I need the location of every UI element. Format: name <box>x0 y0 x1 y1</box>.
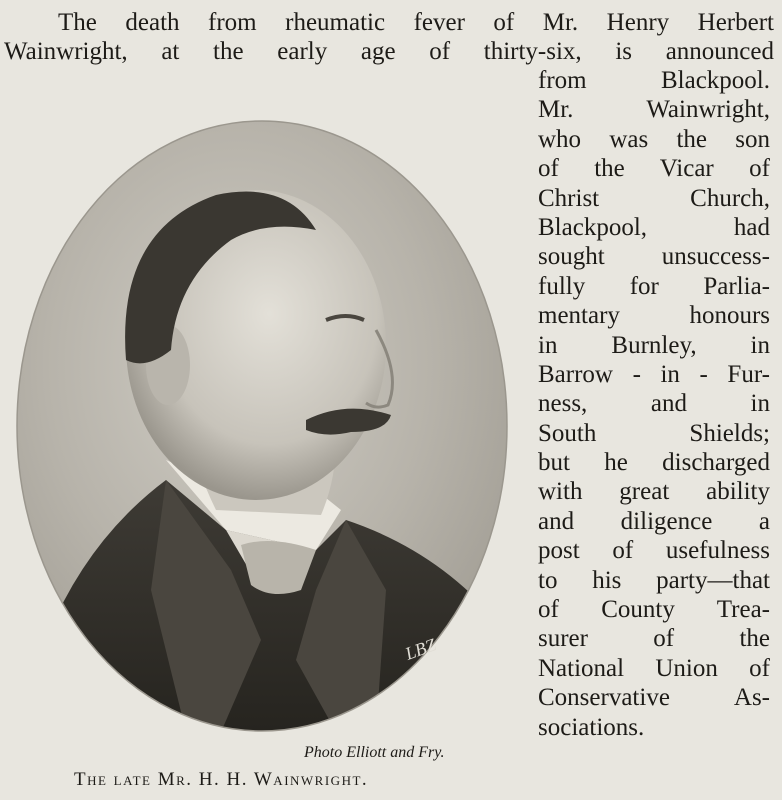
column-line: but he discharged <box>538 449 770 477</box>
column-line: ness, and in <box>538 390 770 418</box>
column-line: post of usefulness <box>538 537 770 565</box>
article-line-2: Wainwright, at the early age of thirty-six, is announced <box>4 38 774 65</box>
article-column <box>538 66 770 742</box>
column-line: with great ability <box>538 478 770 506</box>
column-line: Christ Church, <box>538 184 770 212</box>
column-line: mentary honours <box>538 302 770 330</box>
column-line: of the Vicar of <box>538 155 770 183</box>
column-line: to his party—that <box>538 566 770 594</box>
column-line: Mr. Wainwright, <box>538 96 770 124</box>
column-line: South Shields; <box>538 419 770 447</box>
column-line: Barrow - in - Fur- <box>538 360 770 388</box>
column-line: who was the son <box>538 125 770 153</box>
column-line: Conservative As- <box>538 684 770 712</box>
column-line: from Blackpool. <box>538 67 770 94</box>
column-line: fully for Parlia- <box>538 272 770 300</box>
column-line: sociations. <box>538 713 645 741</box>
portrait-photo <box>16 120 509 732</box>
engraver-mark: LBZ <box>402 634 439 664</box>
column-line: in Burnley, in <box>538 331 770 359</box>
photo-credit: Photo Elliott and Fry. <box>304 744 445 761</box>
column-line: Blackpool, had <box>538 213 770 241</box>
article-line-1: The death from rheumatic fever of Mr. Henry Herbert <box>58 9 774 36</box>
column-line: and diligence a <box>538 507 770 535</box>
column-line: sought unsuccess- <box>538 243 770 271</box>
column-line: of County Trea- <box>538 596 770 624</box>
column-line: surer of the <box>538 625 770 653</box>
photo-caption: The late Mr. H. H. Wainwright. <box>74 769 369 790</box>
column-line: National Union of <box>538 654 770 682</box>
